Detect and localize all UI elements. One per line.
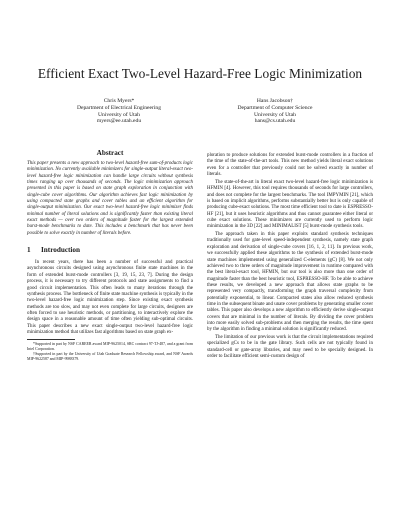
author-university: University of Utah [254, 111, 296, 118]
footnote-jacobson: †Supported in part by the University of Utah Graduate Research Fellowship award, and NSF Awards MIP-9622587 and MIP-9988379. [27, 351, 193, 361]
author-email: myers@ee.utah.edu [96, 118, 142, 125]
paragraph-approach: The approach taken in this paper exploits standard synthesis techniques traditionally used for gate-level speed-independent synthesis, namely state graph exploration and derivation of single-cube covers [16, 1, 2, 11]. In previous work, we successfully applied these algorithms to the synthesis of extended burst-mode state machines implemented using generalized C-elements (gC) [8]. We not only achieved two to three orders of magnitude improvement in runtime compared with the best literal-exact tool, HFMIN, but our tool is also more than one order of magnitude faster than the best heuristic tool, ESPRESSO-HF. To be able to achieve these results, we developed a new approach that allows state graphs to be represented very compactly, transforming the graph traversal complexity from potentially exponential, to linear. Compacted states also allow reduced synthesis time in the subsequent binate and unate cover problems by generating smaller cover tables. This paper also develops a new algorithm to efficiently derive single-output covers that are minimal in the number of literals. By dividing the cover problem into more easily solved sub-problems and then merging the results, the time spent by the algorithm in finding a minimal solution is significantly reduced. [207, 232, 373, 333]
author-department: Department of Electrical Engineering [76, 104, 162, 111]
author-block-jacobson [200, 98, 350, 125]
section-number: 1 [27, 246, 31, 255]
footnote-rule [27, 339, 75, 340]
author-block-myers [44, 98, 194, 125]
abstract-text: This paper presents a new approach to two-level hazard-free sum-of-products logic minimization. No currently available minimizers for single-output literal-exact two-level hazard-free logic minimization can handle large circuits without synthesis times ranging up over thousands of seconds. The logic minimization approach presented in this paper is based on state graph exploration in conjunction with single-cube cover algorithms. Our algorithm achieves fast logic minimization by using compacted state graphs and cover tables and an efficient algorithm for single-output minimization. Our exact two-level hazard-free logic minimizer finds minimal number of literal solutions and is significantly faster than existing literal exact methods — over two orders of magnitude faster for the largest extended burst-mode benchmarks to date. This includes a benchmark that has never been possible to solve exactly in number of literals before. [27, 161, 193, 236]
paragraph-state-of-the-art: The state-of-the-art in literal exact two-level hazard-free logic minimization is HFMIN [4]. However, this tool requires thousands of seconds for large controllers, and does not complete for the largest benchmarks. The tool IMPYMIN [21], which is based on implicit algorithms, performs substantially better but is only capable of producing cube-exact solutions. The most time efficient tool to date is ESPRESSO-HF [21], but it uses heuristic algorithms and thus cannot guarantee either literal or cube exact solutions. These minimizers are currently used to perform logic minimization in the 3D [22] and MINIMALIST [5] burst-mode synthesis tools. [207, 179, 373, 230]
footnote-myers: *Supported in part by NSF CAREER award MIP-9625014, SRC contract 97-TJ-487, and a grant from Intel Corporation. [27, 342, 193, 352]
section-heading-introduction [27, 246, 193, 254]
author-university: University of Utah [98, 111, 140, 118]
author-name: Chris Myers* [103, 98, 135, 104]
paper-title: Efficient Exact Two-Level Hazard-Free Logic Minimization [37, 66, 363, 81]
introduction-paragraph: In recent years, there has been a number of successful and practical asynchronous circuits designed using asynchronous finite state machines in the form of extended burst-mode controllers [3, 19, 15, 23, 7]. During the design process, it is necessary to try different protocols and state assignments to find a good circuit implementation. This often leads to many iterations through the synthesis process. The bottleneck of finite state machine synthesis is typically in the two-level hazard-free logic minimization step. Since existing exact synthesis methods are too slow, and may not even complete for large circuits, designers are often forced to use heuristic methods, or partitioning, to interactively explore the design space in a reasonable amount of time often yielding sub-optimal circuits. This paper describes a new exact single-output two-level hazard-free logic minimization method that utilizes fast algorithms based on state graph ex- [27, 260, 193, 335]
abstract-heading: Abstract [96, 149, 124, 157]
paragraph-limitation: The limitation of our previous work is that the circuit implementations required specialized gCs to be in the gate library. Such cells are not typically found in standard-cell or gate-array libraries, and may need to be specially designed. In order to facilitate efficient semi-custom design of [207, 335, 373, 360]
author-email: hans@cs.utah.edu [254, 118, 296, 125]
author-department: Department of Computer Science [237, 104, 313, 111]
left-column [27, 149, 193, 361]
paragraph-continuation: ploration to produce solutions for extended burst-mode controllers in a fraction of the time of the state-of-the-art tools. This new method yields literal exact solutions even for a controller that previously could not be solved exactly in number of literals. [207, 153, 373, 178]
right-column [207, 153, 373, 362]
section-title: Introduction [41, 246, 81, 255]
author-name: Hans Jacobson† [256, 98, 294, 104]
